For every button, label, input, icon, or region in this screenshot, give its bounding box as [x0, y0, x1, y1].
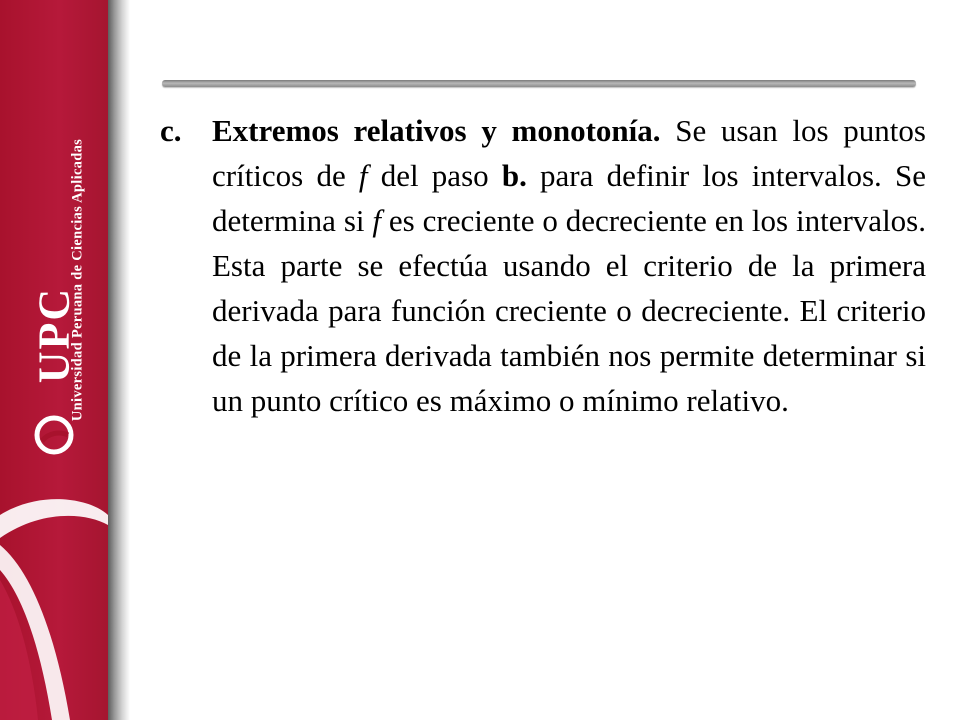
function-symbol-f-2: f — [372, 203, 382, 238]
item-marker: c. — [160, 113, 182, 148]
list-item — [160, 108, 926, 423]
brand-university-name: Universidad Peruana de Ciencias Aplicadas — [69, 138, 86, 422]
brand-acronym: UPC — [29, 286, 79, 384]
sidebar-shadow — [108, 0, 130, 720]
brand-block — [18, 90, 90, 450]
item-text-2: del paso — [367, 158, 502, 193]
content-area — [160, 108, 926, 423]
swoosh-decoration — [0, 420, 108, 720]
item-heading: Extremos relativos y monotonía. — [212, 113, 661, 148]
item-text-4: es creciente o decreciente en los intervalos. Esta parte se efectúa usando el criterio de la primera derivada para función creciente o decreciente. El criterio de la primera derivada también nos permite determinar si un punto crítico es máximo o mínimo relativo. — [212, 203, 926, 418]
header-rule — [162, 80, 916, 87]
function-symbol-f: f — [358, 158, 368, 193]
item-text-3: para definir los intervalos. Se determina si — [212, 158, 926, 238]
upc-logo-icon — [34, 415, 74, 455]
item-paragraph — [212, 108, 926, 423]
sidebar-band — [0, 0, 108, 720]
item-text-1: Se usan los puntos críticos de — [212, 113, 926, 193]
step-reference: b. — [501, 158, 527, 193]
